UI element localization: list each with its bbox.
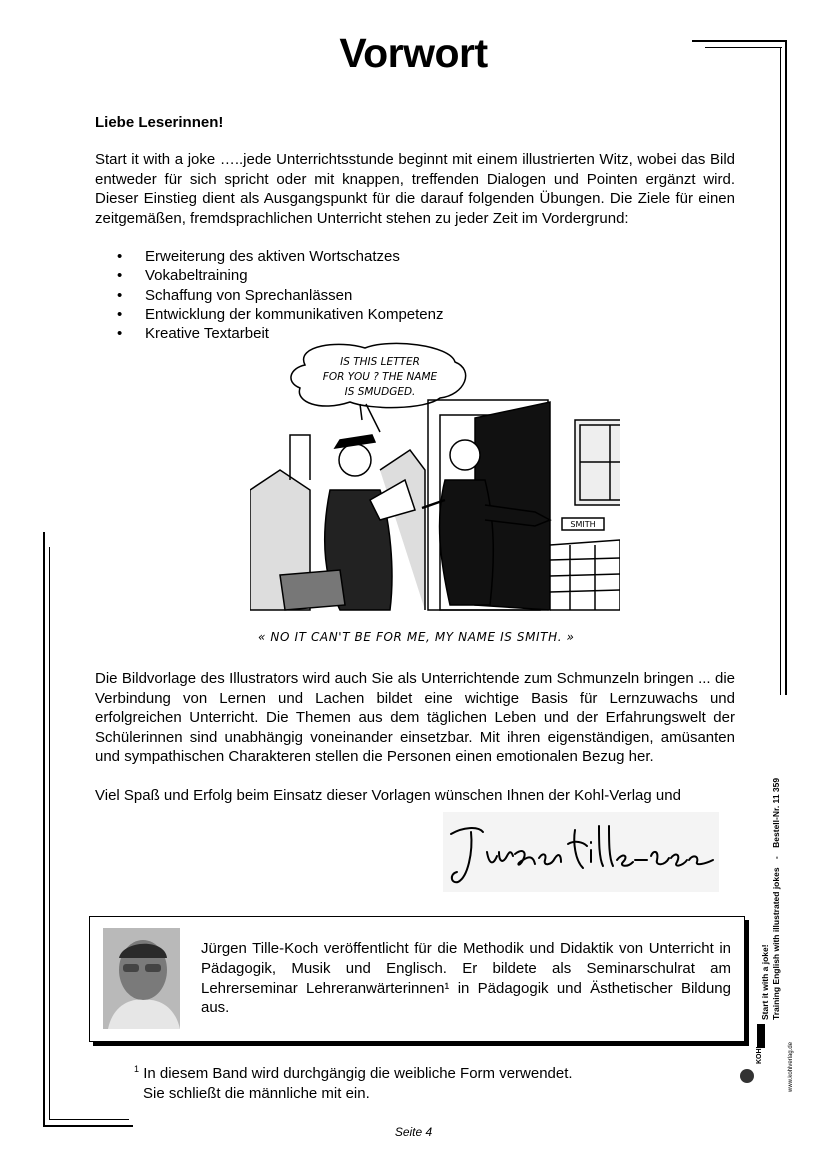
footnote-line: In diesem Band wird durchgängig die weibliche Form verwendet. — [143, 1065, 573, 1082]
speech-line: IS SMUDGED. — [344, 386, 416, 398]
footnote — [134, 1059, 573, 1104]
speech-line: FOR YOU ? THE NAME — [322, 371, 438, 383]
footnote-marker: 1 — [134, 1064, 140, 1074]
list-item: • Erweiterung des aktiven Wortschatzes — [117, 248, 400, 265]
publisher-name: KOHL — [756, 1044, 763, 1064]
publisher-url: www.kohlverlag.de — [788, 1041, 794, 1092]
frame-left-outer-v — [43, 532, 45, 1127]
greeting: Liebe Leserinnen! — [95, 114, 224, 131]
closing-line: Viel Spaß und Erfolg beim Einsatz dieser Vorlagen wünschen Ihnen der Kohl-Verlag und — [95, 787, 681, 804]
frame-left-inner-v — [49, 547, 50, 1120]
body-paragraph: Die Bildvorlage des Illustrators wird auch Sie als Unterrichtende zum Schmunzeln bringen ... die Verbindung von Lernen und Lachen bildet eine wichtige Basis für Lernzuwachs und erfolgreichen Unterricht. Die Themen aus dem täglichen Leben und der Erfahrungswelt der Schülerinnen sind unabhängig voneinander einsetzbar. Mit ihren eigenständigen, amüsanten und sympathischen Charakteren stellen die Personen einen emotionalen Bezug her. — [95, 670, 735, 765]
page-number: Seite 4 — [394, 1125, 433, 1139]
bullet-icon: • — [117, 267, 123, 285]
author-bio-text: Jürgen Tille-Koch veröffentlicht für die Methodik und Didaktik von Unterricht in Pädagogik, Musik und Englisch. Er bildete als Seminarschulrat am Lehrerseminar Lehreranwärterinnen¹ in Pädagogik und Ästhetischer Bildung aus. — [201, 940, 731, 1017]
frame-right-inner-v — [780, 47, 781, 695]
speech-line: IS THIS LETTER — [340, 356, 420, 368]
author-photo — [103, 928, 180, 1029]
frame-bottom-left-inner-h — [49, 1119, 129, 1120]
bullet-icon: • — [117, 248, 123, 265]
intro-paragraph: Start it with a joke …..jede Unterrichtsstunde beginnt mit einem illustrierten Witz, wobei das Bild entweder für sich spricht oder mit knappen, treffenden Dialogen und Pointen ergänzt wird. Dieser Einstieg dient als Ausgangspunkt für die darauf folgenden Übungen. Die Ziele für einen zeitgemäßen, fremdsprachlichen Unterricht stehen zu jeder Zeit im Vordergrund: — [95, 151, 735, 227]
list-item: • Kreative Textarbeit — [117, 325, 269, 343]
side-imprint — [760, 700, 784, 1020]
footnote-line: Sie schließt die männliche mit ein. — [143, 1085, 370, 1102]
side-title: Start it with a joke! — [760, 944, 770, 1020]
list-item: • Entwicklung der kommunikativen Kompetenz — [117, 305, 444, 323]
cartoon-illustration — [250, 340, 620, 620]
signature-drawing — [443, 812, 719, 892]
bullet-icon: • — [117, 286, 123, 304]
list-item: • Vokabeltraining — [117, 267, 248, 285]
side-order-number: Bestell-Nr. 11 359 — [771, 777, 781, 848]
side-subtitle: Training English with illustrated jokes — [771, 867, 781, 1020]
door-sign-label: SMITH — [570, 520, 596, 529]
frame-right-outer-v — [785, 40, 787, 695]
page-title: Vorwort — [339, 30, 488, 76]
cartoon-caption: « NO IT CAN'T BE FOR ME, MY NAME IS SMITH. » — [258, 630, 575, 644]
bullet-icon: • — [117, 305, 123, 323]
goals-list — [117, 247, 443, 343]
side-separator: - — [771, 856, 781, 860]
author-bio-box — [89, 916, 745, 1042]
signature — [443, 812, 719, 892]
list-item: • Schaffung von Sprechanlässen — [117, 286, 353, 304]
publisher-logo — [735, 1020, 795, 1090]
bullet-icon: • — [117, 325, 123, 343]
